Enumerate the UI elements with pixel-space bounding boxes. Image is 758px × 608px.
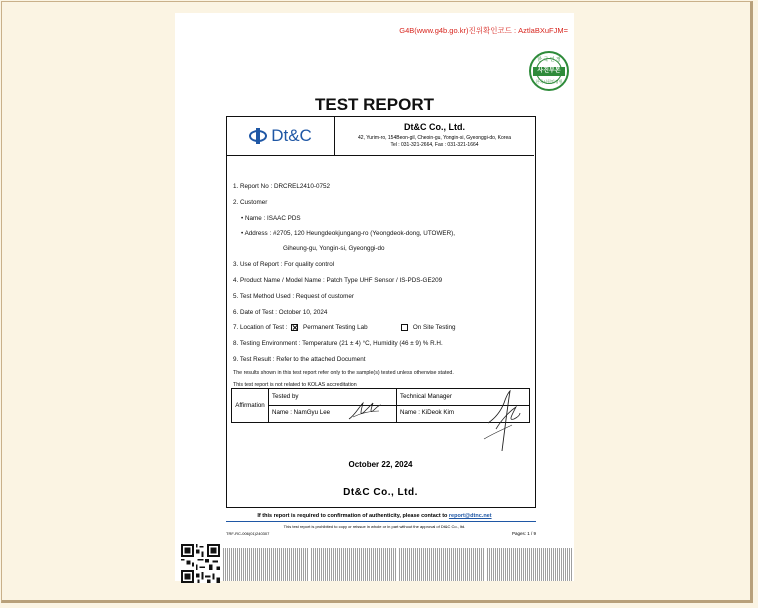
company-tel: Tel : 031-321-2664, Fax : 031-321-1664 xyxy=(390,142,479,148)
company-info xyxy=(335,117,534,155)
seal-bottom-text: 한국시험인정원 xyxy=(535,79,563,84)
location-of-test xyxy=(233,324,456,331)
company-name: Dt&C Co., Ltd. xyxy=(404,122,465,132)
affirmation-label: Affirmation xyxy=(232,389,269,422)
page-count: Pages: 1 / 9 xyxy=(511,531,536,536)
authenticity-note xyxy=(175,513,574,519)
issuing-company: Dt&C Co., Ltd. xyxy=(343,487,418,498)
test-method: 5. Test Method Used : Request of customer xyxy=(233,293,354,300)
accreditation-seal xyxy=(529,51,569,91)
checked-box-icon xyxy=(291,324,298,331)
report-number: 1. Report No : DRCREL2410-0752 xyxy=(233,183,330,190)
manager-signature xyxy=(482,389,522,455)
tester-signature xyxy=(347,399,383,423)
company-logo xyxy=(227,117,335,155)
authenticity-email-link[interactable]: report@dtnc.net xyxy=(448,513,492,519)
product-name: 4. Product Name / Model Name : Patch Type UHF Sensor / IS-PDS-GE209 xyxy=(233,277,443,284)
issue-date: October 22, 2024 xyxy=(348,460,413,469)
document-title: TEST REPORT xyxy=(314,95,434,114)
location-option-onsite: On Site Testing xyxy=(412,324,456,332)
testing-environment: 8. Testing Environment : Temperature (21 ± 4) °C, Humidity (46 ± 9) % R.H. xyxy=(233,340,443,347)
location-label: 7. Location of Test : xyxy=(233,324,288,332)
barcode-strip-3 xyxy=(399,548,485,581)
seal-top-text: 한 국 인 정 xyxy=(537,57,561,63)
company-address: 42, Yurim-ro, 154Beon-gil, Cheoin-gu, Yongin-si, Gyeonggi-do, Korea xyxy=(357,135,512,141)
footer-divider xyxy=(226,521,536,522)
form-number: TRF-RC-006(01)240307 xyxy=(226,531,270,536)
barcode-strip-1 xyxy=(223,548,309,581)
seal-band-text: 사진부본 xyxy=(533,67,565,76)
customer-address-2: Giheung-gu, Yongin-si, Gyeonggi-do xyxy=(283,245,385,252)
report-box xyxy=(226,116,536,508)
manager-title: Technical Manager xyxy=(400,393,452,400)
location-option-permanent: Permanent Testing Lab xyxy=(303,324,368,332)
logo-text: Dt&C xyxy=(271,126,312,145)
customer-heading: 2. Customer xyxy=(233,199,268,206)
use-of-report: 3. Use of Report : For quality control xyxy=(233,261,335,268)
dtc-logo-icon xyxy=(249,128,267,144)
date-of-test: 6. Date of Test : October 10, 2024 xyxy=(233,309,328,316)
report-header xyxy=(227,117,534,156)
verification-code: G4B(www.g4b.go.kr)진위확인코드 : AztlaBXuFJM= xyxy=(399,26,568,35)
note-results: The results shown in this test report refer only to the sample(s) tested unless otherwise stated. xyxy=(233,370,454,376)
barcode-strip-2 xyxy=(311,548,397,581)
qr-code-icon xyxy=(181,544,220,583)
barcode-strip-4 xyxy=(487,548,573,581)
test-result: 9. Test Result : Refer to the attached Document xyxy=(233,356,366,363)
manager-name: Name : KiDeok Kim xyxy=(400,409,454,416)
tested-by-label: Tested by xyxy=(272,393,299,400)
customer-address-1: • Address : #2705, 120 Heungdeokjungang-ro (Yeongdeok-dong, UTOWER), xyxy=(241,230,455,237)
copy-prohibition-note: This test report is prohibited to copy or reissue in whole or in part without the approval of Dt&C Co., ltd. xyxy=(283,524,466,529)
note-kolas: This test report is not related to KOLAS accreditation xyxy=(233,382,357,388)
authenticity-text: If this report is required to confirmation of authenticity, please contact to xyxy=(257,513,448,519)
customer-name: • Name : ISAAC PDS xyxy=(241,215,301,222)
tester-name: Name : NamGyu Lee xyxy=(272,409,331,416)
unchecked-box-icon xyxy=(401,324,408,331)
document-page xyxy=(175,13,574,581)
